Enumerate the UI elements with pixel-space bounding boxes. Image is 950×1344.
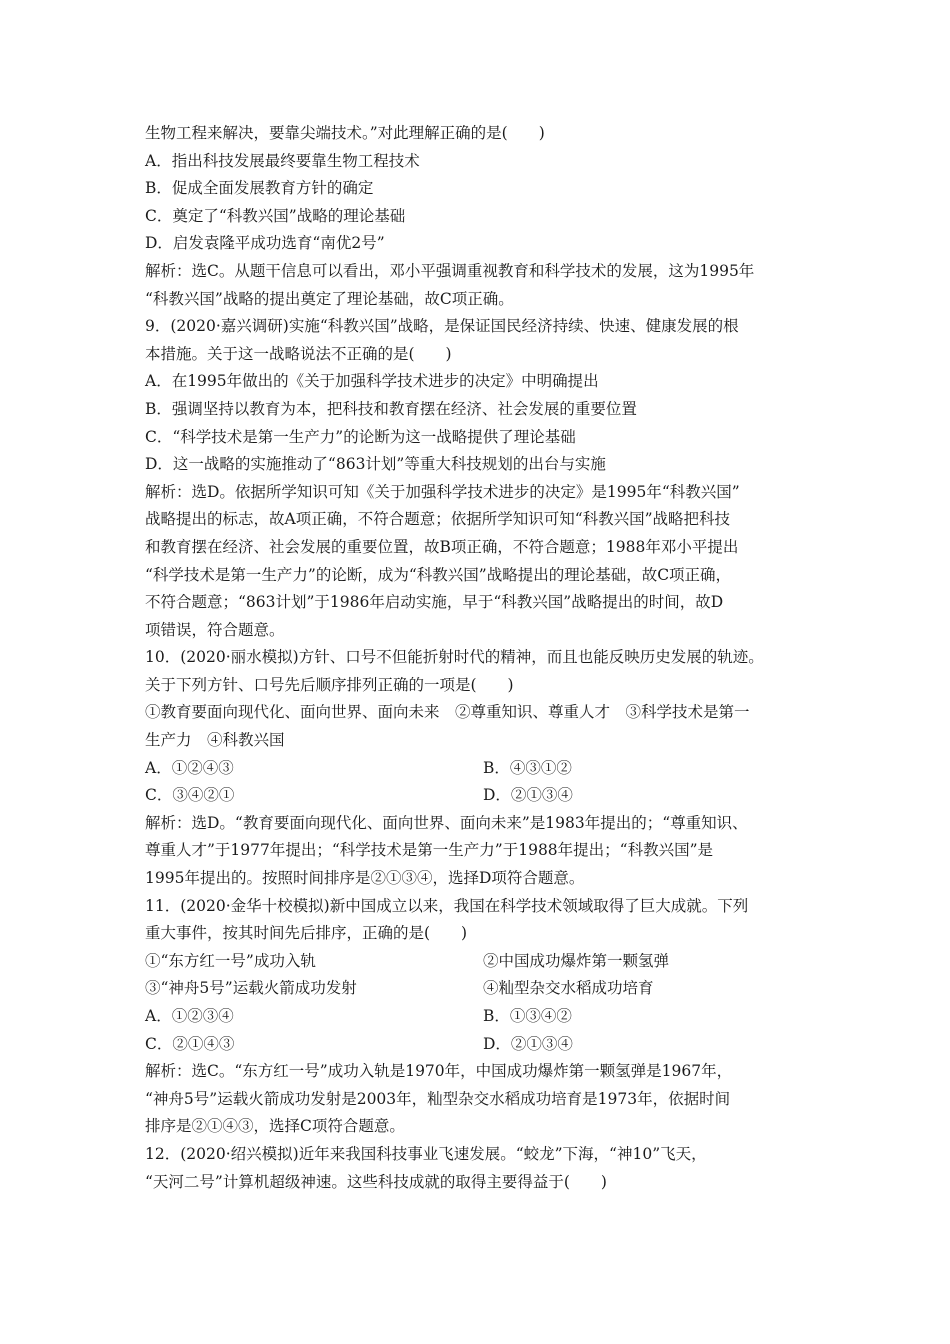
- analysis-line: “神舟5号”运载火箭成功发射是2003年，籼型杂交水稻成功培育是1973年，依据时间: [145, 1089, 731, 1108]
- analysis-line: 项错误，符合题意。: [145, 620, 285, 639]
- question-12-stem: 12．(2020·绍兴模拟)近年来我国科技事业飞速发展。“蛟龙”下海，“神10”飞天，: [145, 1144, 707, 1163]
- event-item: ②中国成功爆炸第一颗氢弹: [483, 951, 670, 970]
- option-b: B．④③①②: [483, 758, 572, 777]
- analysis-line: “科教兴国”战略的提出奠定了理论基础，故C项正确。: [145, 289, 514, 308]
- options-row: [145, 1003, 825, 1031]
- option-c: C．③④②①: [145, 786, 235, 805]
- analysis-line: 和教育摆在经济、社会发展的重要位置，故B项正确，不符合题意；1988年邓小平提出: [145, 537, 739, 556]
- question-stem: 生物工程来解决，要靠尖端技术。”对此理解正确的是( ): [145, 124, 545, 142]
- option-d: D．这一战略的实施推动了“863计划”等重大科技规划的出台与实施: [145, 455, 606, 474]
- option-d: D．启发袁隆平成功选育“南优2号”: [145, 234, 385, 253]
- analysis-line: 战略提出的标志，故A项正确，不符合题意；依据所学知识可知“科教兴国”战略把科技: [145, 510, 731, 529]
- option-d: D．②①③④: [483, 1034, 573, 1053]
- question-12-stem: “天河二号”计算机超级神速。这些科技成就的取得主要得益于( ): [145, 1172, 607, 1191]
- event-item: ③“神舟5号”运载火箭成功发射: [145, 979, 357, 998]
- option-c: C．奠定了“科教兴国”战略的理论基础: [145, 206, 406, 225]
- question-9-stem: 9．(2020·嘉兴调研)实施“科教兴国”战略，是保证国民经济持续、快速、健康发展的根: [145, 317, 739, 336]
- question-10-items: ①教育要面向现代化、面向世界、面向未来 ②尊重知识、尊重人才 ③科学技术是第一: [145, 703, 750, 722]
- option-a: A．在1995年做出的《关于加强科学技术进步的决定》中明确提出: [145, 372, 599, 391]
- option-c: C．“科学技术是第一生产力”的论断为这一战略提供了理论基础: [145, 427, 576, 446]
- analysis-line: 解析：选C。“东方红一号”成功入轨是1970年，中国成功爆炸第一颗氢弹是1967年，: [145, 1062, 733, 1081]
- question-10-items: 生产力 ④科教兴国: [145, 731, 285, 750]
- options-row: [145, 755, 825, 783]
- event-item: ①“东方红一号”成功入轨: [145, 951, 316, 970]
- options-row: [145, 1031, 825, 1059]
- analysis-line: 解析：选C。从题干信息可以看出，邓小平强调重视教育和科学技术的发展，这为1995年: [145, 261, 755, 280]
- items-row: [145, 948, 825, 976]
- option-c: C．②①④③: [145, 1034, 235, 1053]
- options-row: [145, 782, 825, 810]
- analysis-line: 1995年提出的。按照时间排序是②①③④，选择D项符合题意。: [145, 869, 585, 888]
- analysis-line: “科学技术是第一生产力”的论断，成为“科教兴国”战略提出的理论基础，故C项正确，: [145, 565, 732, 584]
- option-b: B．①③④②: [483, 1007, 572, 1025]
- question-10-stem: 10．(2020·丽水模拟)方针、口号不但能折射时代的精神，而且也能反映历史发展的轨迹。: [145, 648, 764, 667]
- question-9-stem: 本措施。关于这一战略说法不正确的是( ): [145, 344, 452, 363]
- option-b: B．强调坚持以教育为本，把科技和教育摆在经济、社会发展的重要位置: [145, 399, 637, 418]
- option-a: A．①②④③: [145, 758, 234, 777]
- option-d: D．②①③④: [483, 786, 573, 805]
- option-a: A．指出科技发展最终要靠生物工程技术: [145, 151, 420, 170]
- analysis-line: 尊重人才”于1977年提出；“科学技术是第一生产力”于1988年提出；“科教兴国”是: [145, 841, 714, 860]
- analysis-line: 排序是②①④③，选择C项符合题意。: [145, 1117, 405, 1136]
- items-row: [145, 975, 825, 1003]
- option-b: B．促成全面发展教育方针的确定: [145, 179, 374, 198]
- document-body: [145, 120, 825, 1196]
- analysis-line: 解析：选D。依据所学知识可知《关于加强科学技术进步的决定》是1995年“科教兴国”: [145, 482, 740, 501]
- analysis-line: 不符合题意；“863计划”于1986年启动实施，早于“科教兴国”战略提出的时间，故D: [145, 593, 724, 612]
- event-item: ④籼型杂交水稻成功培育: [483, 979, 654, 998]
- option-a: A．①②③④: [145, 1007, 234, 1025]
- question-11-stem: 重大事件，按其时间先后排序，正确的是( ): [145, 924, 468, 943]
- analysis-line: 解析：选D。“教育要面向现代化、面向世界、面向未来”是1983年提出的；“尊重知识、: [145, 813, 748, 832]
- question-11-stem: 11．(2020·金华十校模拟)新中国成立以来，我国在科学技术领域取得了巨大成就。下列: [145, 896, 749, 915]
- question-10-stem: 关于下列方针、口号先后顺序排列正确的一项是( ): [145, 675, 514, 694]
